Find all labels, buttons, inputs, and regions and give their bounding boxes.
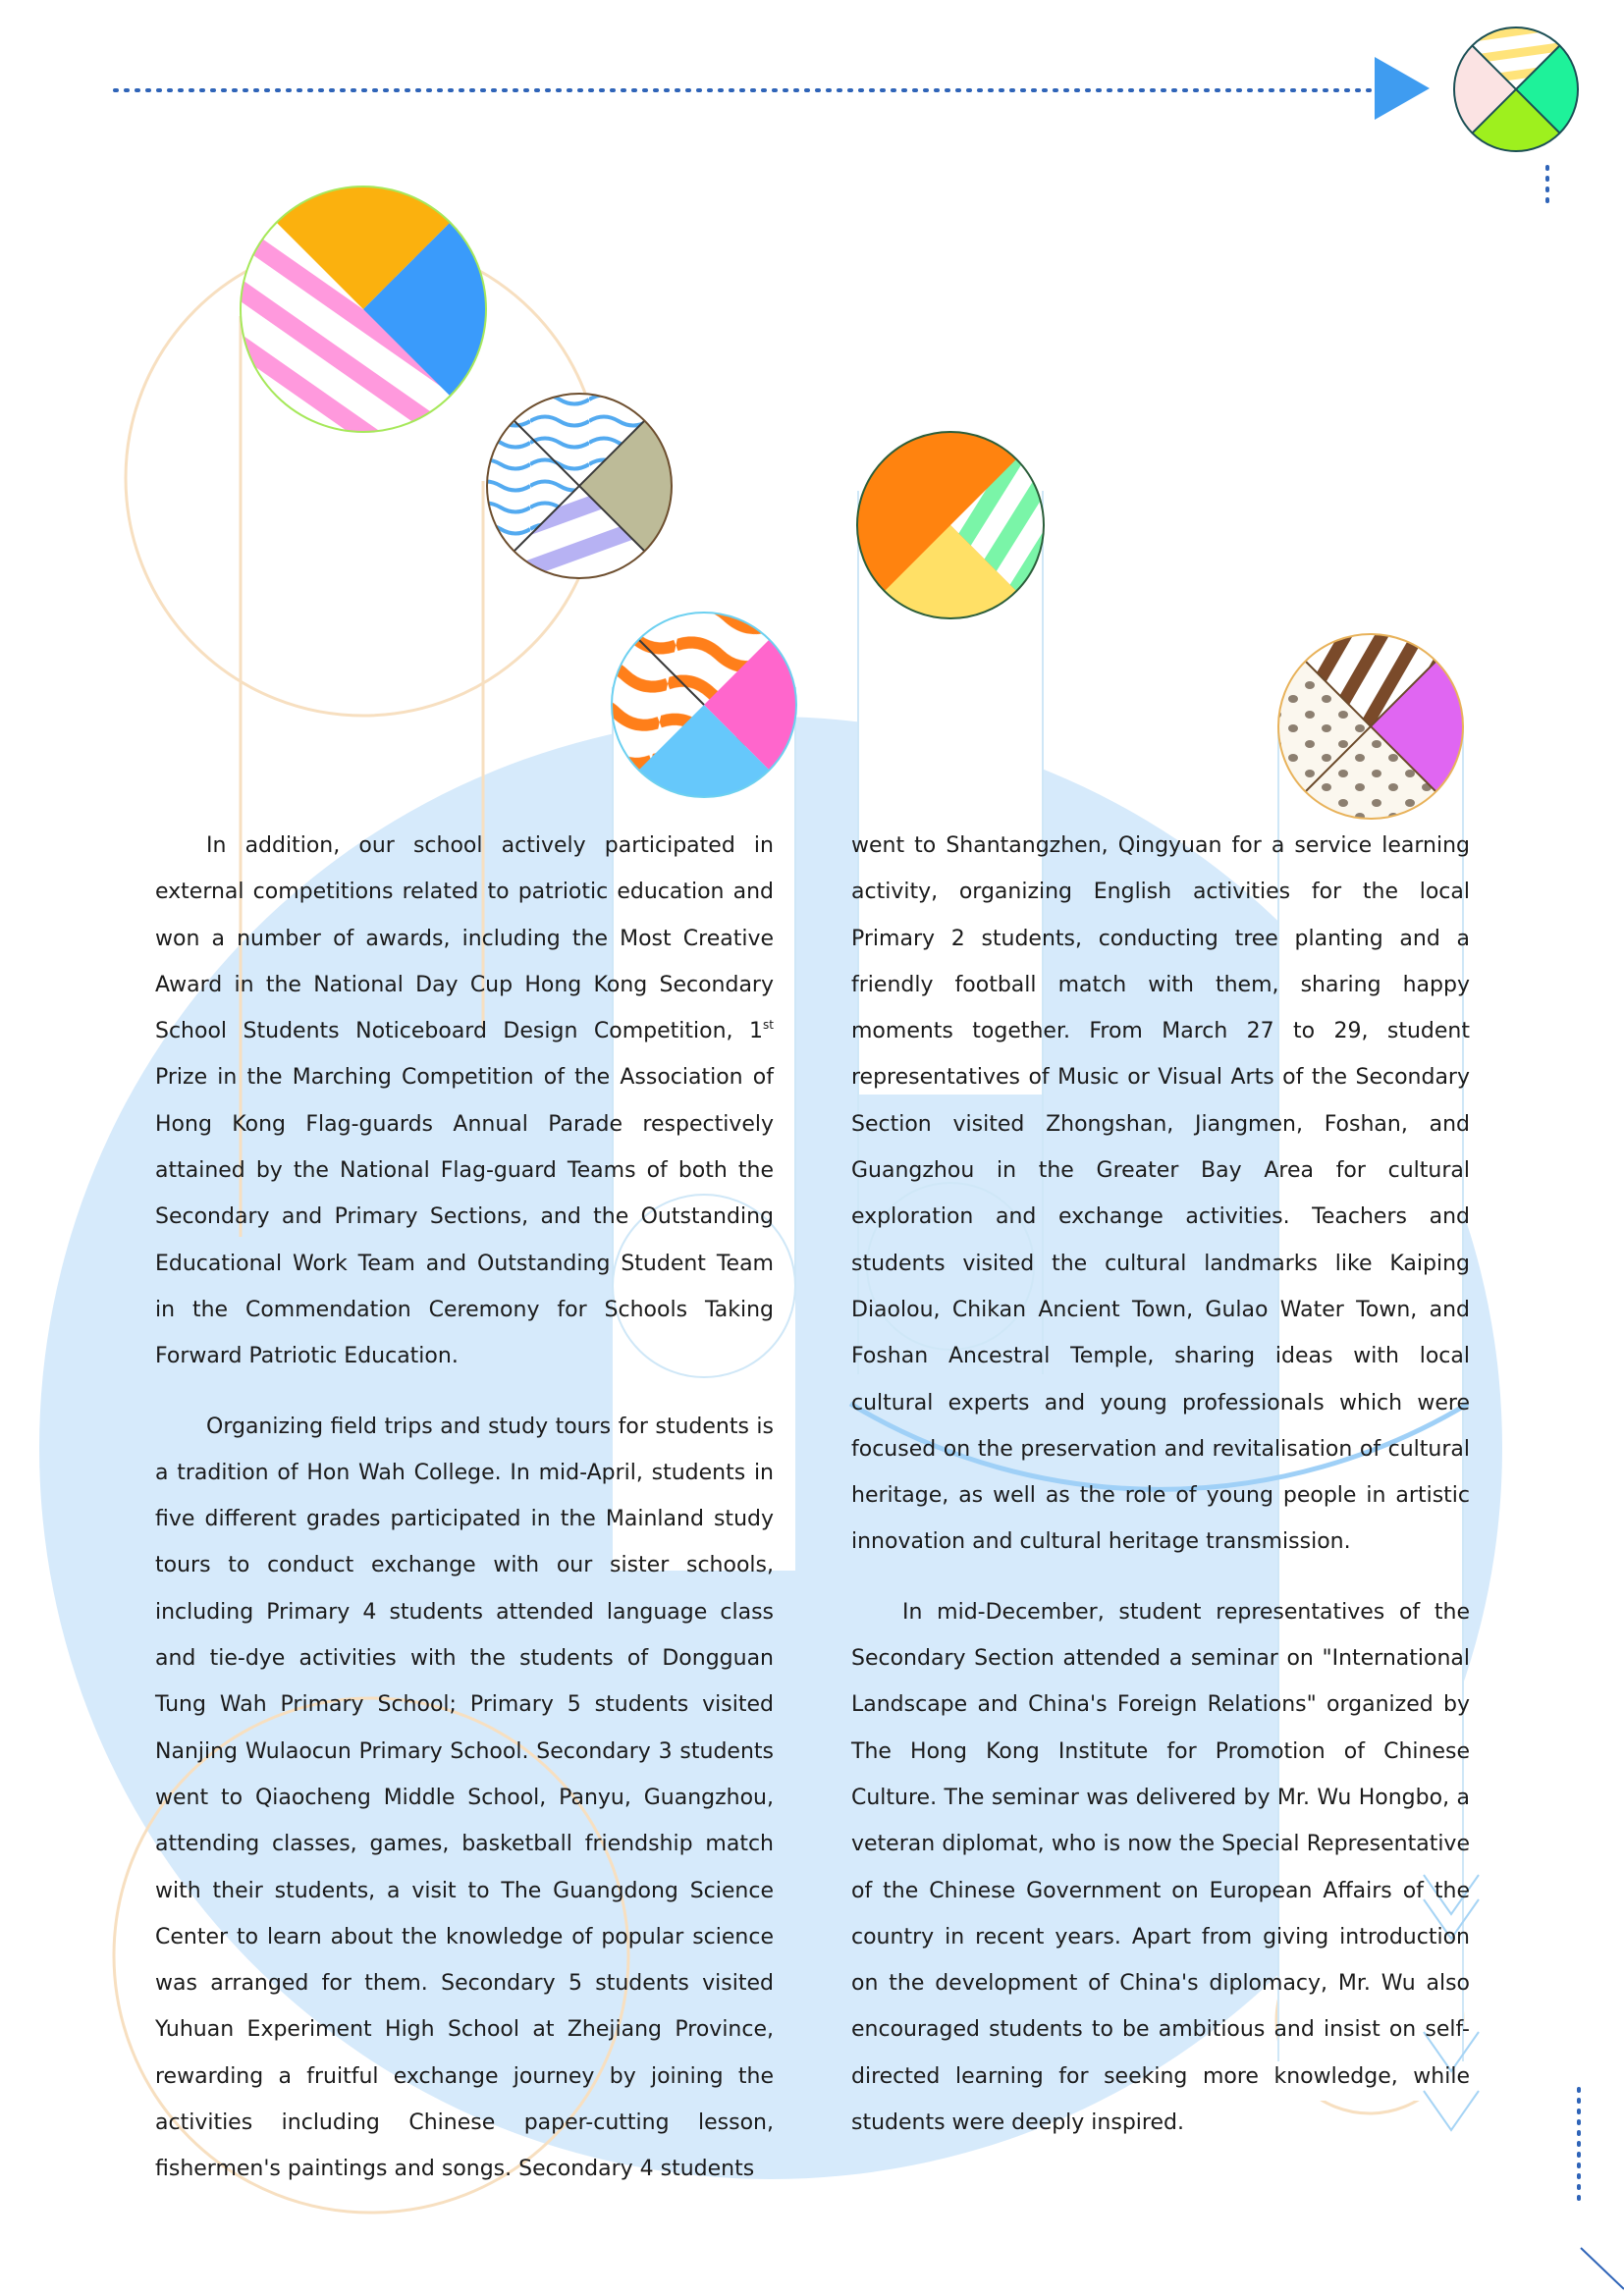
left-column xyxy=(155,823,774,2216)
decorative-pattern-circle xyxy=(612,613,796,797)
right-column xyxy=(851,823,1470,2169)
paragraph-study-tours: Organizing field trips and study tours for students is a tradition of Hon Wah College. In mid-April, students in five different grades participated in the Mainland study tours to conduct exchange with our sister schools, including Primary 4 students attended language class and tie-dye activities with the students of Dongguan Tung Wah Primary School; Primary 5 students visited Nanjing Wulaocun Primary School. Secondary 3 students went to Qiaocheng Middle School, Panyu, Guangzhou, attending classes, games, basketball friendship match with their students, a visit to The Guangdong Science Center to learn about the knowledge of popular science was arranged for them. Secondary 5 students visited Yuhuan Experiment High School at Zhejiang Province, rewarding a fruitful exchange journey by joining the activities including Chinese paper-cutting lesson, fishermen's paintings and songs. Secondary 4 students xyxy=(155,1414,774,2182)
decorative-pattern-circle xyxy=(241,187,486,432)
paragraph-seminar: In mid-December, student representatives of the Secondary Section attended a seminar on "International Landscape and China's Foreign Relations" organized by The Hong Kong Institute for Promotion of Chinese Culture. The seminar was delivered by Mr. Wu Hongbo, a veteran diplomat, who is now the Special Representative of the Chinese Government on European Affairs of the country in recent years. Apart from giving introduction on the development of China's diplomacy, Mr. Wu also encouraged students to be ambitious and insist on self-directed learning for seeking more knowledge, while students were deeply inspired. xyxy=(851,1599,1470,2136)
decorative-pattern-circle xyxy=(1278,634,1463,819)
decorative-pattern-circle xyxy=(487,394,672,578)
decorative-pattern-circle xyxy=(857,432,1044,618)
decorative-pattern-circle xyxy=(1454,27,1578,151)
paragraph-service-learning: went to Shantangzhen, Qingyuan for a service learning activity, organizing English activities for the local Primary 2 students, conducting tree planting and a friendly football match with them, sharing happy moments together. From March 27 to 29, student representatives of Music or Visual Arts of the Secondary Section visited Zhongshan, Jiangmen, Foshan, and Guangzhou in the Greater Bay Area for cultural exploration and exchange activities. Teachers and students visited the cultural landmarks like Kaiping Diaolou, Chikan Ancient Town, Gulao Water Town, and Foshan Ancestral Temple, sharing ideas with local cultural experts and young professionals which were focused on the preservation and revitalisation of cultural heritage, as well as the role of young people in artistic innovation and cultural heritage transmission. xyxy=(851,833,1470,1555)
paragraph-awards: In addition, our school actively participated in external competitions related to patriotic education and won a number of awards, including the Most Creative Award in the National Day Cup Hong Kong Secondary School Students Noticeboard Design Competition, 1st Prize in the Marching Competition of the Association of Hong Kong Flag-guards Annual Parade respectively attained by the National Flag-guard Teams of both the Secondary and Primary Sections, and the Outstanding Educational Work Team and Outstanding Student Team in the Commendation Ceremony for Schools Taking Forward Patriotic Education. xyxy=(155,833,774,1369)
